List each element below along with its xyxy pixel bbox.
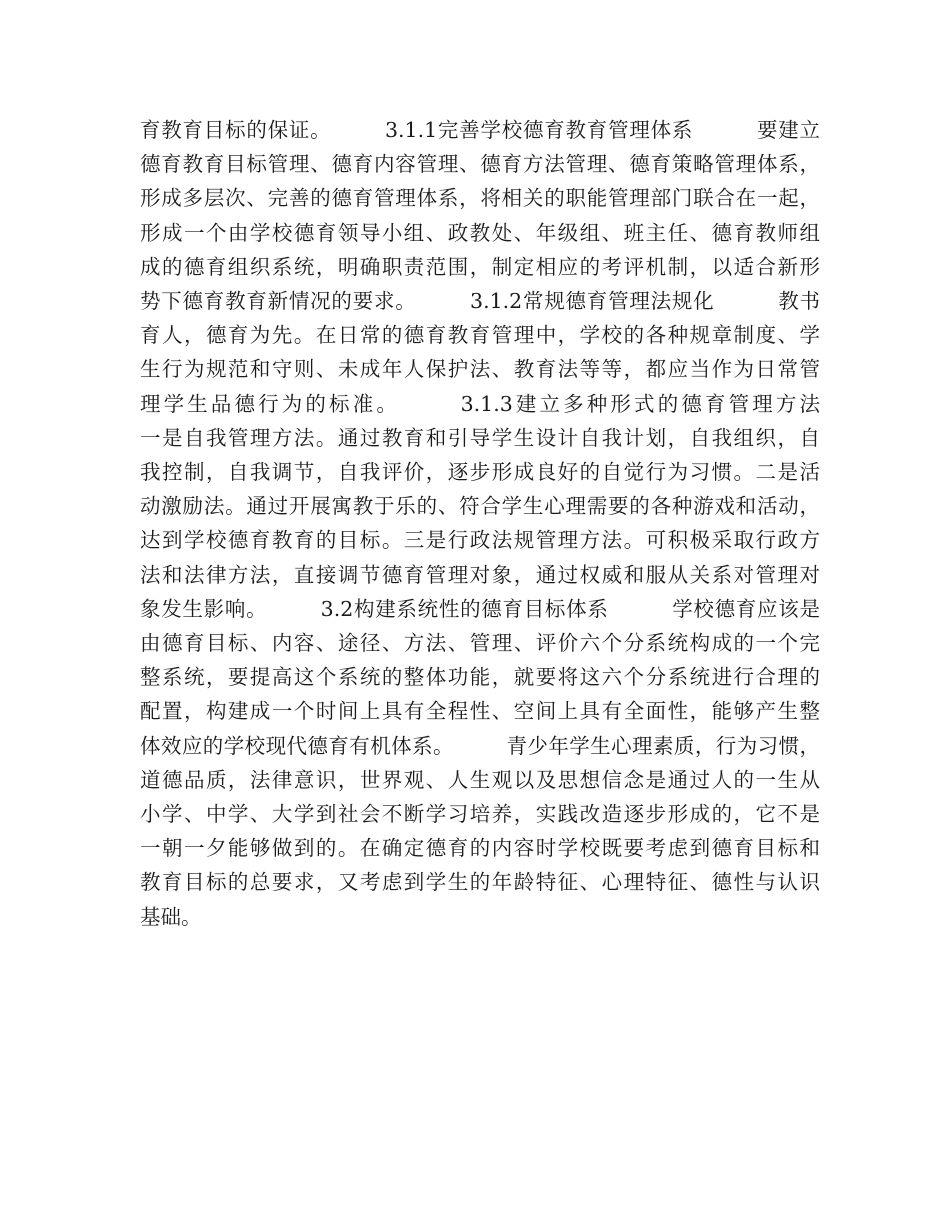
- text-line: 生行为规范和守则、未成年人保护法、教育法等等，都应当作为日常管: [140, 357, 820, 382]
- text-line: 由德育目标、内容、途径、方法、管理、评价六个分系统构成的一个完: [140, 631, 820, 656]
- text-line: 小学、中学、大学到社会不断学习培养，实践改造逐步形成的，它不是: [140, 802, 820, 827]
- text-line: 象发生影响。 3.2构建系统性的德育目标体系 学校德育应该是: [140, 596, 820, 621]
- text-line: 体效应的学校现代德育有机体系。 青少年学生心理素质，行为习惯，: [140, 733, 820, 758]
- text-line: 整系统，要提高这个系统的整体功能，就要将这六个分系统进行合理的: [140, 665, 820, 690]
- text-line: 我控制，自我调节，自我评价，逐步形成良好的自觉行为习惯。二是活: [140, 460, 820, 485]
- text-line: 德育教育目标管理、德育内容管理、德育方法管理、德育策略管理体系，: [140, 152, 820, 177]
- text-line: 形成多层次、完善的德育管理体系，将相关的职能管理部门联合在一起，: [140, 186, 820, 211]
- text-line: 基础。: [140, 904, 202, 929]
- text-line: 势下德育教育新情况的要求。 3.1.2常规德育管理法规化 教书: [140, 289, 820, 314]
- text-line: 育教育目标的保证。 3.1.1完善学校德育教育管理体系 要建立: [140, 118, 820, 142]
- text-line: 形成一个由学校德育领导小组、政教处、年级组、班主任、德育教师组: [140, 220, 820, 245]
- text-line: 法和法律方法，直接调节德育管理对象，通过权威和服从关系对管理对: [140, 562, 820, 587]
- text-line: 道德品质，法律意识，世界观、人生观以及思想信念是通过人的一生从: [140, 767, 820, 792]
- text-line: 动激励法。通过开展寓教于乐的、符合学生心理需要的各种游戏和活动，: [140, 494, 820, 519]
- text-line: 理学生品德行为的标准。 3.1.3建立多种形式的德育管理方法: [140, 391, 820, 416]
- text-line: 一是自我管理方法。通过教育和引导学生设计自我计划，自我组织，自: [140, 425, 820, 450]
- text-line: 达到学校德育教育的目标。三是行政法规管理方法。可积极采取行政方: [140, 528, 820, 553]
- text-line: 教育目标的总要求，又考虑到学生的年龄特征、心理特征、德性与认识: [140, 870, 820, 895]
- text-line: 成的德育组织系统，明确职责范围，制定相应的考评机制，以适合新形: [140, 254, 820, 279]
- text-line: 一朝一夕能够做到的。在确定德育的内容时学校既要考虑到德育目标和: [140, 836, 820, 861]
- body-paragraph: [140, 113, 820, 934]
- text-line: 育人，德育为先。在日常的德育教育管理中，学校的各种规章制度、学: [140, 323, 820, 348]
- text-line: 配置，构建成一个时间上具有全程性、空间上具有全面性，能够产生整: [140, 699, 820, 724]
